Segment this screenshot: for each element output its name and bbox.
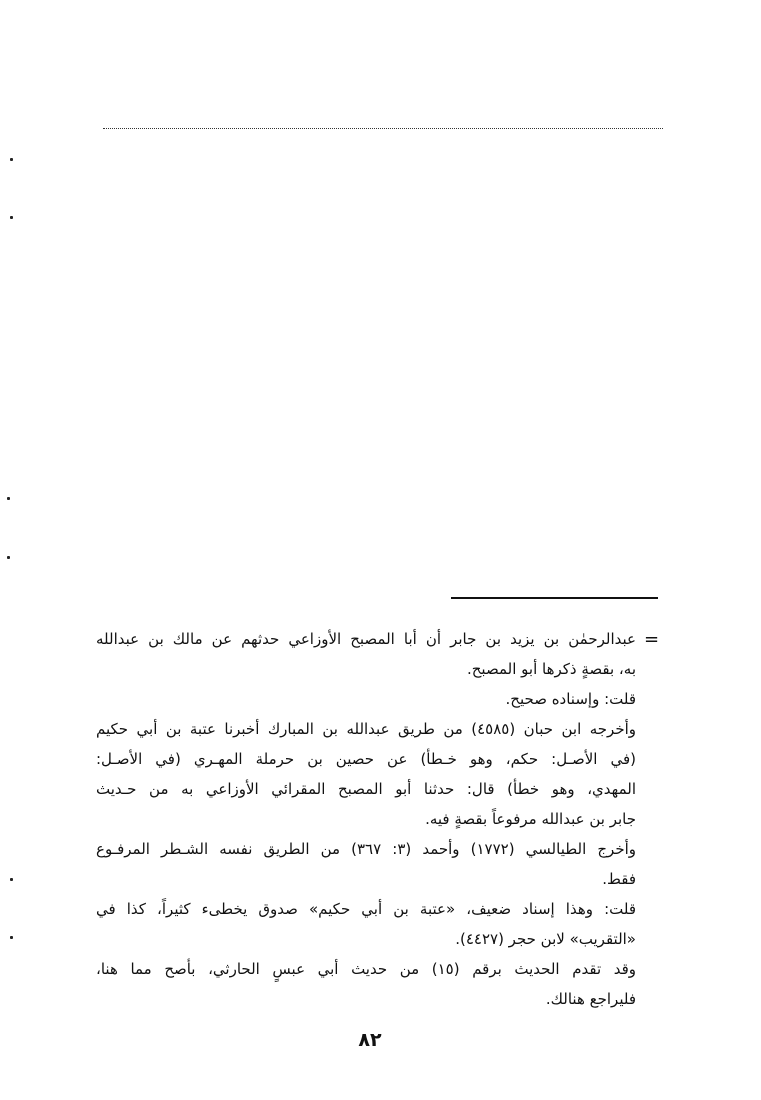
margin-speck [10, 878, 13, 881]
footnote-line: به، بقصةٍ ذكرها أبو المصبح. [466, 660, 636, 678]
footnote-text [96, 624, 636, 1014]
margin-speck [10, 158, 13, 161]
margin-speck [7, 497, 10, 500]
footnote-line: وأخرجه ابن حبان (٤٥٨٥) من طريق عبدالله بن المبارك أخبرنا عتبة بن أبي حكيم [96, 720, 637, 738]
margin-speck [7, 556, 10, 559]
footnote-line: جابر بن عبدالله مرفوعاً بقصةٍ فيه. [425, 810, 636, 828]
header-dotted-rule [103, 128, 663, 129]
footnote-line: وأخرج الطيالسي (١٧٧٢) وأحمد (٣: ٣٦٧) من الطريق نفسه الشـطر المرفـوع [96, 840, 636, 858]
footnote-line: (في الأصـل: حكم، وهو خـطأ) عن حصين بن حرملة المهـري (في الأصـل: [96, 750, 636, 768]
page-number: ٨٢ [358, 1029, 382, 1051]
footnote-line: قلت: وهذا إسناد ضعيف، «عتبة بن أبي حكيم» صدوق يخطىء كثيراً، كذا في [96, 900, 636, 918]
footnote-separator [451, 597, 658, 599]
footnote-line: فقط. [602, 870, 636, 888]
footnote-line: قلت: وإسناده صحيح. [505, 690, 636, 708]
footnote-line: المهدي، وهو خطأ) قال: حدثنا أبو المصبح المقرائي الأوزاعي به من حـديث [96, 780, 636, 798]
margin-speck [10, 216, 13, 219]
footnote-line: «التقريب» لابن حجر (٤٤٢٧). [455, 930, 636, 948]
footnote-line: عبدالرحمٰن بن يزيد بن جابر أن أبا المصبح الأوزاعي حدثهم عن مالك بن عبدالله [96, 630, 636, 648]
margin-speck [10, 936, 13, 939]
footnote-line: فليراجع هنالك. [545, 990, 636, 1008]
footnote-continuation-mark: = [644, 629, 660, 650]
footnote-line: وقد تقدم الحديث برقم (١٥) من حديث أبي عبسٍ الحارثي، بأصح مما هنا، [96, 960, 636, 978]
